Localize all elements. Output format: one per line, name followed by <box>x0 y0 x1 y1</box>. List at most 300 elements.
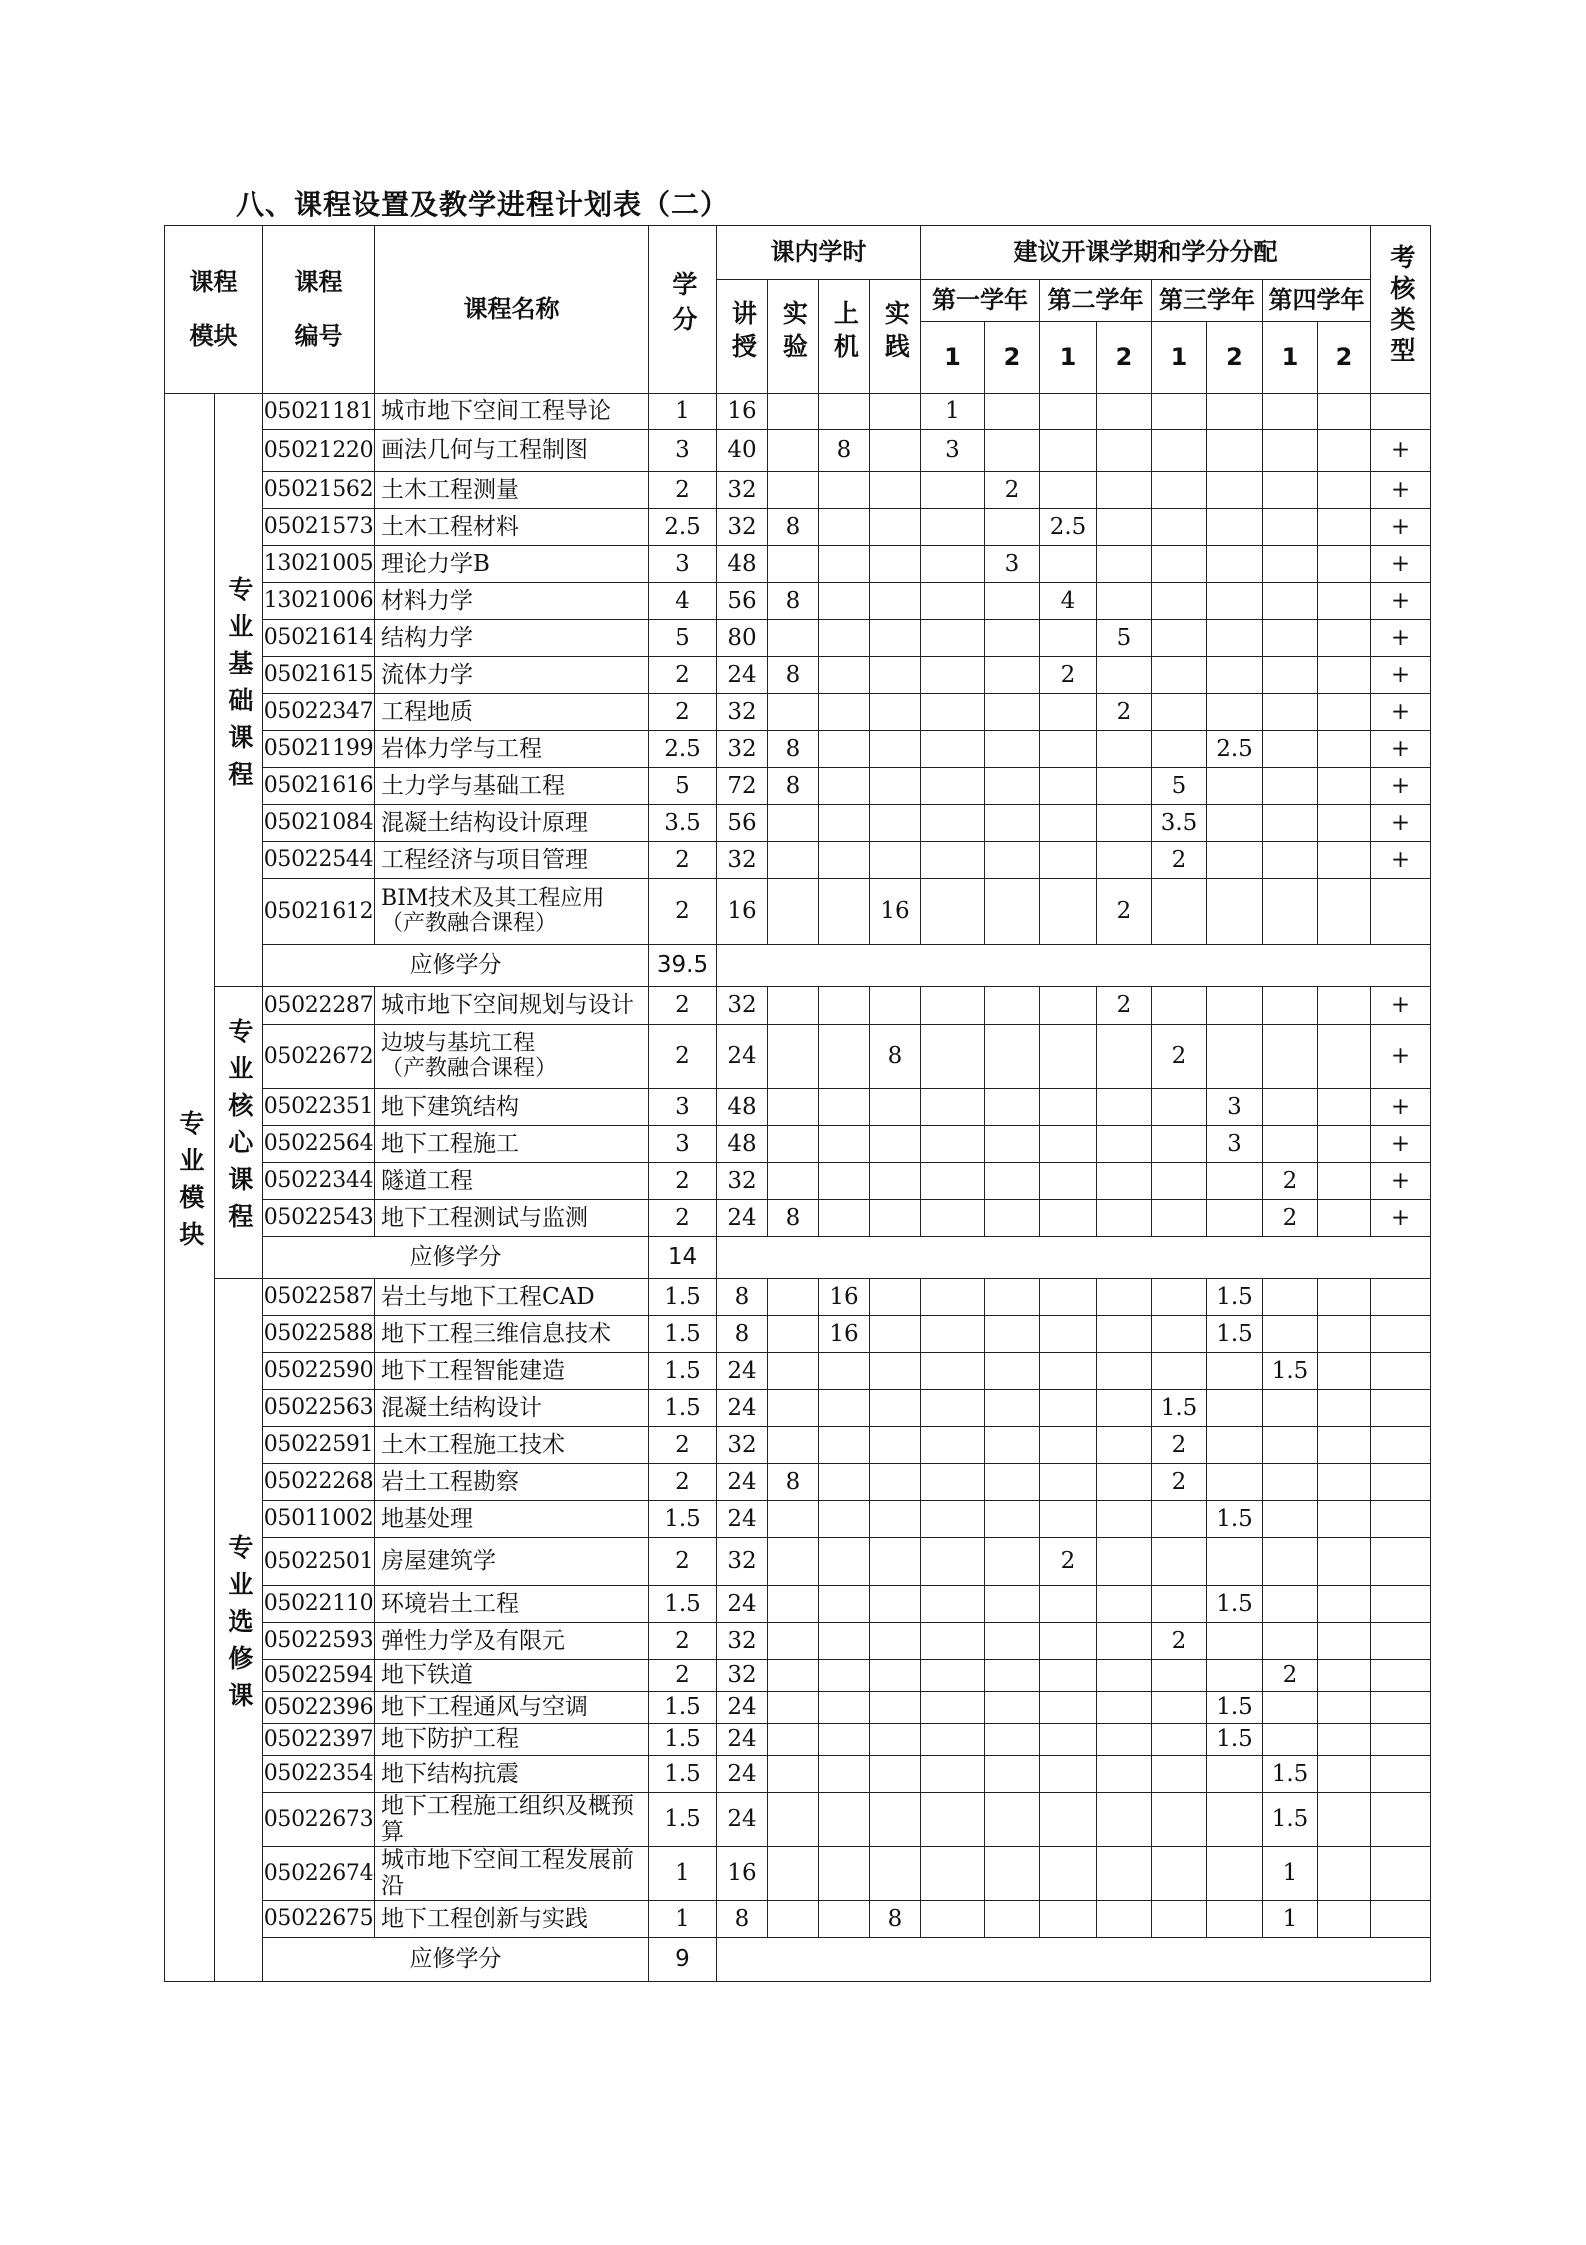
semester-credit <box>921 879 985 945</box>
semester-credit <box>985 1390 1040 1427</box>
semester-credit: 1.5 <box>1207 1279 1263 1316</box>
course-name: 地下工程施工 <box>375 1126 649 1163</box>
hours-lab <box>768 620 819 657</box>
subtotal-value: 39.5 <box>649 945 717 987</box>
course-code: 05022564 <box>263 1126 375 1163</box>
table-row <box>165 1692 1431 1724</box>
exam-type: + <box>1371 620 1431 657</box>
semester-credit: 2 <box>1040 657 1097 694</box>
course-credit: 2 <box>649 1660 717 1692</box>
hours-lecture: 24 <box>717 1586 768 1623</box>
semester-credit <box>1152 1793 1207 1847</box>
hours-lecture: 32 <box>717 1623 768 1660</box>
hours-lecture: 32 <box>717 1163 768 1200</box>
course-name-line2: （产教融合课程） <box>381 1055 558 1081</box>
semester-credit: 3 <box>921 430 985 472</box>
table-row <box>165 583 1431 620</box>
hours-lecture: 80 <box>717 620 768 657</box>
header-exam: 考核类型 <box>1371 226 1431 394</box>
semester-credit <box>1040 1586 1097 1623</box>
header-name: 课程名称 <box>375 226 649 394</box>
semester-credit <box>985 1025 1040 1089</box>
hours-practice <box>870 1390 921 1427</box>
hours-lecture: 8 <box>717 1900 768 1937</box>
semester-credit <box>1040 1126 1097 1163</box>
hours-practice <box>870 620 921 657</box>
semester-credit <box>1318 657 1371 694</box>
semester-credit <box>1263 731 1318 768</box>
semester-credit <box>1263 620 1318 657</box>
hours-practice <box>870 1660 921 1692</box>
hours-lecture: 24 <box>717 1200 768 1237</box>
course-credit: 1.5 <box>649 1724 717 1756</box>
semester-credit <box>1207 987 1263 1025</box>
hours-lecture: 24 <box>717 1756 768 1793</box>
semester-credit <box>1152 1724 1207 1756</box>
semester-credit <box>1040 1390 1097 1427</box>
semester-credit: 2 <box>985 472 1040 509</box>
hours-computer <box>819 694 870 731</box>
course-credit: 1.5 <box>649 1692 717 1724</box>
semester-credit <box>1040 1660 1097 1692</box>
semester-credit <box>1263 472 1318 509</box>
course-code: 13021006 <box>263 583 375 620</box>
hours-computer <box>819 1846 870 1900</box>
hours-practice <box>870 472 921 509</box>
semester-credit <box>921 546 985 583</box>
semester-credit <box>1263 1126 1318 1163</box>
hours-lecture: 48 <box>717 546 768 583</box>
hours-lecture: 24 <box>717 1353 768 1390</box>
course-code: 05021616 <box>263 768 375 805</box>
hours-lecture: 32 <box>717 509 768 546</box>
semester-credit <box>1097 1900 1152 1937</box>
outer-module-text: 专业模块 <box>175 1110 205 1259</box>
table-row <box>165 1623 1431 1660</box>
semester-credit <box>1097 1390 1152 1427</box>
exam-type: + <box>1371 805 1431 842</box>
semester-credit <box>1318 1427 1371 1464</box>
semester-credit <box>921 1756 985 1793</box>
hours-computer <box>819 987 870 1025</box>
group-label <box>215 1279 263 1982</box>
semester-credit <box>1318 394 1371 430</box>
exam-type: + <box>1371 509 1431 546</box>
semester-credit <box>1040 1089 1097 1126</box>
semester-credit <box>921 842 985 879</box>
course-name-line2: （产教融合课程） <box>381 910 558 936</box>
semester-credit <box>1097 394 1152 430</box>
semester-credit <box>1207 879 1263 945</box>
semester-credit <box>1040 1756 1097 1793</box>
semester-credit: 2.5 <box>1040 509 1097 546</box>
semester-credit <box>1097 1756 1152 1793</box>
hours-practice <box>870 1353 921 1390</box>
semester-credit <box>1040 1427 1097 1464</box>
hours-lab <box>768 1025 819 1089</box>
course-name: 地基处理 <box>375 1501 649 1538</box>
semester-credit <box>1207 842 1263 879</box>
group-label <box>215 394 263 987</box>
semester-credit <box>1207 1623 1263 1660</box>
hours-computer: 16 <box>819 1316 870 1353</box>
semester-credit <box>985 1692 1040 1724</box>
semester-credit <box>1152 1501 1207 1538</box>
semester-credit <box>1207 509 1263 546</box>
exam-type <box>1371 1464 1431 1501</box>
course-code: 13021005 <box>263 546 375 583</box>
semester-credit <box>921 657 985 694</box>
semester-credit <box>1097 1793 1152 1847</box>
table-row <box>165 842 1431 879</box>
hours-computer <box>819 546 870 583</box>
semester-credit <box>1318 1126 1371 1163</box>
course-credit: 2 <box>649 1623 717 1660</box>
semester-credit <box>1318 1623 1371 1660</box>
hours-practice <box>870 509 921 546</box>
hours-computer <box>819 657 870 694</box>
course-code: 05021199 <box>263 731 375 768</box>
hours-lecture: 16 <box>717 879 768 945</box>
semester-credit <box>1152 1089 1207 1126</box>
semester-credit <box>1152 657 1207 694</box>
semester-credit <box>985 768 1040 805</box>
semester-credit <box>985 430 1040 472</box>
semester-credit <box>1040 394 1097 430</box>
course-code: 05022563 <box>263 1390 375 1427</box>
semester-credit <box>921 1586 985 1623</box>
semester-credit <box>1040 546 1097 583</box>
semester-credit <box>1040 1163 1097 1200</box>
semester-credit <box>921 1464 985 1501</box>
semester-credit <box>1097 509 1152 546</box>
course-name: 理论力学B <box>375 546 649 583</box>
semester-credit <box>1263 1464 1318 1501</box>
hours-computer <box>819 472 870 509</box>
hours-lecture: 24 <box>717 1025 768 1089</box>
hours-lab: 8 <box>768 657 819 694</box>
course-name: 地下结构抗震 <box>375 1756 649 1793</box>
table-row <box>165 1660 1431 1692</box>
course-name: 土木工程施工技术 <box>375 1427 649 1464</box>
semester-credit <box>1318 430 1371 472</box>
hours-computer <box>819 1793 870 1847</box>
semester-credit <box>1040 731 1097 768</box>
semester-credit <box>1318 1501 1371 1538</box>
semester-credit <box>1152 509 1207 546</box>
exam-type <box>1371 1586 1431 1623</box>
exam-type <box>1371 879 1431 945</box>
semester-credit <box>921 509 985 546</box>
course-credit: 1 <box>649 394 717 430</box>
hours-lecture: 8 <box>717 1279 768 1316</box>
semester-credit: 2 <box>1263 1660 1318 1692</box>
semester-credit <box>1318 1586 1371 1623</box>
semester-credit <box>1152 1353 1207 1390</box>
hours-lab <box>768 430 819 472</box>
semester-credit: 2 <box>1097 694 1152 731</box>
exam-type <box>1371 1623 1431 1660</box>
course-credit: 2 <box>649 1025 717 1089</box>
exam-type <box>1371 394 1431 430</box>
semester-credit: 1.5 <box>1207 1692 1263 1724</box>
semester-credit <box>1097 472 1152 509</box>
hours-lab <box>768 1846 819 1900</box>
hours-lab <box>768 842 819 879</box>
table-row <box>165 1464 1431 1501</box>
header-term: 2 <box>1318 322 1371 394</box>
semester-credit <box>1152 1279 1207 1316</box>
exam-type: + <box>1371 1025 1431 1089</box>
table-row <box>165 620 1431 657</box>
hours-lab <box>768 1900 819 1937</box>
semester-credit <box>1040 768 1097 805</box>
hours-computer <box>819 1724 870 1756</box>
semester-credit <box>921 583 985 620</box>
semester-credit <box>1318 1200 1371 1237</box>
hours-lab <box>768 1793 819 1847</box>
hours-lab <box>768 1692 819 1724</box>
semester-credit <box>921 1724 985 1756</box>
hours-lecture: 32 <box>717 1427 768 1464</box>
course-credit: 3.5 <box>649 805 717 842</box>
table-body <box>165 394 1431 1982</box>
semester-credit <box>1097 1089 1152 1126</box>
exam-type <box>1371 1501 1431 1538</box>
table-row <box>165 1353 1431 1390</box>
exam-type <box>1371 1846 1431 1900</box>
hours-lab <box>768 1427 819 1464</box>
semester-credit: 1.5 <box>1263 1353 1318 1390</box>
hours-computer <box>819 509 870 546</box>
hours-practice <box>870 430 921 472</box>
semester-credit <box>1263 805 1318 842</box>
hours-computer: 16 <box>819 1279 870 1316</box>
header-semester-group: 建议开课学期和学分分配 <box>921 226 1371 280</box>
hours-lecture: 24 <box>717 1390 768 1427</box>
semester-credit <box>921 1126 985 1163</box>
hours-computer <box>819 1464 870 1501</box>
semester-credit <box>1318 1089 1371 1126</box>
course-credit: 2 <box>649 987 717 1025</box>
hours-lab <box>768 879 819 945</box>
semester-credit <box>1097 1692 1152 1724</box>
hours-computer <box>819 1900 870 1937</box>
course-code: 05022351 <box>263 1089 375 1126</box>
exam-type: + <box>1371 1089 1431 1126</box>
semester-credit <box>985 1163 1040 1200</box>
exam-type: + <box>1371 842 1431 879</box>
semester-credit <box>1097 1025 1152 1089</box>
semester-credit <box>1152 1900 1207 1937</box>
semester-credit <box>1263 879 1318 945</box>
course-credit: 2 <box>649 1538 717 1586</box>
header-year-3: 第三学年 <box>1152 280 1263 322</box>
semester-credit <box>1097 1586 1152 1623</box>
course-credit: 2.5 <box>649 731 717 768</box>
course-name: 岩土与地下工程CAD <box>375 1279 649 1316</box>
hours-computer <box>819 394 870 430</box>
semester-credit <box>1318 1353 1371 1390</box>
semester-credit <box>1040 1025 1097 1089</box>
hours-lab <box>768 1126 819 1163</box>
hours-lecture: 24 <box>717 1793 768 1847</box>
hours-computer <box>819 1692 870 1724</box>
course-code: 05021615 <box>263 657 375 694</box>
semester-credit <box>1263 657 1318 694</box>
course-name-line1: 边坡与基坑工程 <box>381 1031 536 1057</box>
course-code: 05021562 <box>263 472 375 509</box>
semester-credit <box>985 1756 1040 1793</box>
semester-credit <box>1318 1316 1371 1353</box>
header-term: 2 <box>985 322 1040 394</box>
hours-lab <box>768 1353 819 1390</box>
semester-credit <box>1318 1660 1371 1692</box>
exam-type <box>1371 1900 1431 1937</box>
header-year-2: 第二学年 <box>1040 280 1152 322</box>
semester-credit <box>985 1353 1040 1390</box>
header-term: 1 <box>1263 322 1318 394</box>
semester-credit <box>1207 1846 1263 1900</box>
table-row <box>165 768 1431 805</box>
semester-credit <box>1097 1200 1152 1237</box>
semester-credit <box>1152 1316 1207 1353</box>
semester-credit <box>985 1089 1040 1126</box>
hours-computer <box>819 1501 870 1538</box>
semester-credit: 1 <box>1263 1900 1318 1937</box>
exam-type <box>1371 1793 1431 1847</box>
semester-credit <box>1318 583 1371 620</box>
course-name: 城市地下空间工程导论 <box>375 394 649 430</box>
semester-credit <box>921 1163 985 1200</box>
course-credit: 2 <box>649 1427 717 1464</box>
semester-credit <box>1097 1501 1152 1538</box>
hours-practice <box>870 1279 921 1316</box>
course-credit: 2 <box>649 694 717 731</box>
hours-lab <box>768 694 819 731</box>
semester-credit: 2 <box>1152 1623 1207 1660</box>
course-name: 隧道工程 <box>375 1163 649 1200</box>
hours-lab: 8 <box>768 1200 819 1237</box>
semester-credit <box>1207 1538 1263 1586</box>
table-row <box>165 1316 1431 1353</box>
semester-credit <box>921 1660 985 1692</box>
course-code: 05022674 <box>263 1846 375 1900</box>
header-term: 2 <box>1097 322 1152 394</box>
table-row <box>165 1427 1431 1464</box>
semester-credit <box>1207 546 1263 583</box>
hours-practice <box>870 805 921 842</box>
semester-credit <box>1040 987 1097 1025</box>
semester-credit <box>1263 768 1318 805</box>
table-row <box>165 509 1431 546</box>
hours-lecture: 56 <box>717 583 768 620</box>
semester-credit: 2 <box>1097 987 1152 1025</box>
outer-module-label <box>165 394 215 1982</box>
header-hours-group: 课内学时 <box>717 226 921 280</box>
semester-credit <box>921 1538 985 1586</box>
header-term: 1 <box>1040 322 1097 394</box>
table-row <box>165 1126 1431 1163</box>
group-label-text: 专业选修课 <box>224 1534 254 1720</box>
semester-credit <box>1318 546 1371 583</box>
semester-credit <box>1040 805 1097 842</box>
semester-credit <box>1040 620 1097 657</box>
header-term: 1 <box>1152 322 1207 394</box>
course-credit: 2 <box>649 879 717 945</box>
semester-credit <box>1097 731 1152 768</box>
semester-credit <box>985 1316 1040 1353</box>
course-name: 流体力学 <box>375 657 649 694</box>
course-credit: 2 <box>649 1163 717 1200</box>
course-name: 土木工程材料 <box>375 509 649 546</box>
semester-credit <box>1040 694 1097 731</box>
course-code: 05022396 <box>263 1692 375 1724</box>
hours-practice: 16 <box>870 879 921 945</box>
semester-credit <box>1207 768 1263 805</box>
semester-credit <box>1097 1464 1152 1501</box>
semester-credit <box>921 731 985 768</box>
semester-credit <box>921 1501 985 1538</box>
hours-lab: 8 <box>768 583 819 620</box>
semester-credit <box>985 842 1040 879</box>
semester-credit <box>1040 1846 1097 1900</box>
course-name: 画法几何与工程制图 <box>375 430 649 472</box>
page-title: 八、课程设置及教学进程计划表（二） <box>236 188 730 221</box>
exam-type: + <box>1371 987 1431 1025</box>
hours-practice <box>870 1200 921 1237</box>
table-row <box>165 1200 1431 1237</box>
semester-credit: 1.5 <box>1207 1316 1263 1353</box>
semester-credit <box>1318 1279 1371 1316</box>
hours-lecture: 24 <box>717 1692 768 1724</box>
hours-lecture: 48 <box>717 1126 768 1163</box>
semester-credit <box>1263 987 1318 1025</box>
semester-credit <box>1263 1586 1318 1623</box>
semester-credit <box>1207 1900 1263 1937</box>
hours-lecture: 40 <box>717 430 768 472</box>
course-name: 结构力学 <box>375 620 649 657</box>
semester-credit <box>985 805 1040 842</box>
semester-credit <box>1152 430 1207 472</box>
exam-type: + <box>1371 583 1431 620</box>
header-lecture: 讲授 <box>717 280 768 394</box>
semester-credit <box>1097 1163 1152 1200</box>
hours-computer <box>819 1353 870 1390</box>
hours-practice: 8 <box>870 1900 921 1937</box>
hours-computer <box>819 1089 870 1126</box>
hours-computer <box>819 879 870 945</box>
hours-practice <box>870 1538 921 1586</box>
semester-credit <box>1152 987 1207 1025</box>
semester-credit <box>1207 583 1263 620</box>
course-code: 05022344 <box>263 1163 375 1200</box>
semester-credit <box>1207 1025 1263 1089</box>
hours-lab <box>768 1660 819 1692</box>
semester-credit <box>1097 1316 1152 1353</box>
semester-credit <box>1040 1279 1097 1316</box>
semester-credit <box>1152 1200 1207 1237</box>
semester-credit <box>1040 1793 1097 1847</box>
course-name: 城市地下空间工程发展前沿 <box>375 1846 649 1900</box>
hours-lecture: 16 <box>717 1846 768 1900</box>
semester-credit <box>1207 394 1263 430</box>
course-code: 05022501 <box>263 1538 375 1586</box>
hours-practice <box>870 1126 921 1163</box>
semester-credit <box>1318 1793 1371 1847</box>
hours-computer <box>819 1390 870 1427</box>
hours-lecture: 24 <box>717 657 768 694</box>
